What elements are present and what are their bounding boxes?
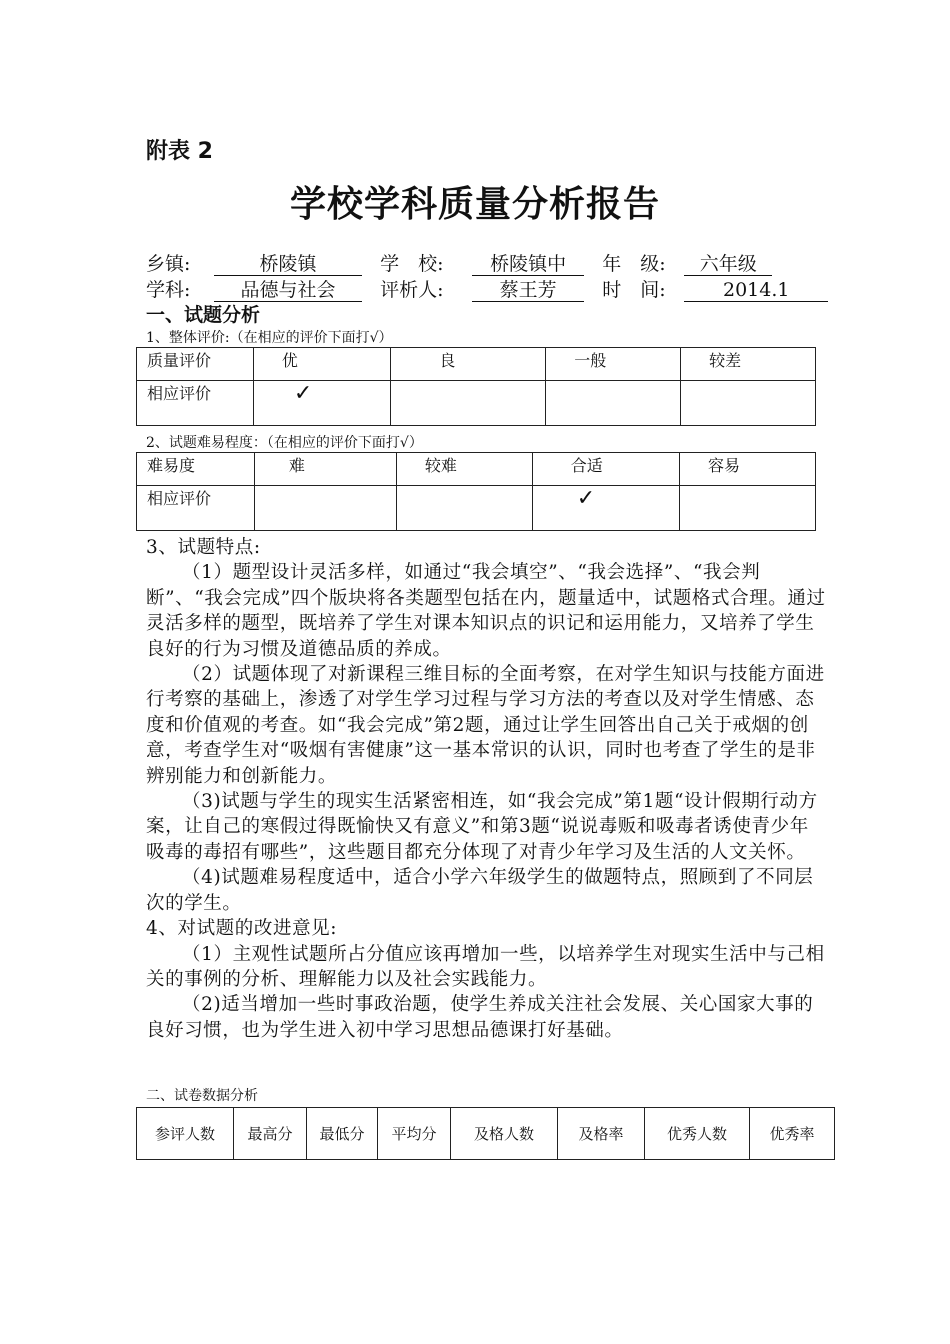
stats-header-cell: 优秀率 (750, 1108, 835, 1160)
difficulty-cell-suitable (532, 486, 679, 531)
overall-header-cell: 较差 (681, 348, 816, 381)
difficulty-header-cell: 难 (254, 453, 396, 486)
difficulty-row-label: 相应评价 (137, 486, 255, 531)
info-row-1 (146, 249, 772, 276)
appendix-label: 附表 2 (146, 139, 213, 164)
feature-paragraph: （4)试题难易程度适中，适合小学六年级学生的做题特点，照顾到了不同层次的学生。 (146, 867, 814, 914)
difficulty-header-cell: 较难 (396, 453, 532, 486)
stats-header-cell: 平均分 (378, 1108, 451, 1160)
improve-paragraph: （2)适当增加一些时事政治题，使学生养成关注社会发展、关心国家大事的良好习惯，也为学生进入初中学习思想品德课打好基础。 (146, 994, 814, 1041)
score-stats-table (136, 1107, 835, 1160)
subject-label: 学科: (146, 279, 191, 301)
school-label: 学 校: (380, 253, 444, 275)
overall-header-cell: 良 (391, 348, 546, 381)
overall-eval-table (136, 347, 816, 426)
overall-cell-average (546, 381, 681, 426)
stats-header-cell: 及格人数 (451, 1108, 558, 1160)
feature-paragraph: （2）试题体现了对新课程三维目标的全面考察，在对学生知识与技能方面进行考察的基础上，渗透了对学生学习过程与学习方法的考查以及对学生情感、态度和价值观的考查。如“我会完成”第2题，通过让学生回答出自己关于戒烟的创意，考查学生对“吸烟有害健康”这一基本常识的认识，同时也考查了学生的是非辨别能力和创新能力。 (146, 664, 825, 787)
town-value: 桥陵镇 (214, 253, 362, 276)
overall-header-cell: 质量评价 (137, 348, 254, 381)
feature-paragraph: （3)试题与学生的现实生活紧密相连，如“我会完成”第1题“设计假期行动方案，让自己的寒假过得既愉快又有意义”和第3题“说说毒贩和吸毒者诱使青少年吸毒的毒招有哪些”，这些题目都充分体现了对青少年学习及生活的人文关怀。 (146, 791, 818, 863)
feature-paragraph: （1）题型设计灵活多样，如通过“我会填空”、“我会选择”、“我会判断”、“我会完成”四个版块将各类题型包括在内，题量适中，试题格式合理。通过灵活多样的题型，既培养了学生对课本知识点的识记和运用能力，又培养了学生良好的行为习惯及道德品质的养成。 (146, 562, 826, 660)
checkmark-icon: ✓ (293, 381, 313, 406)
school-value: 桥陵镇中 (472, 253, 584, 276)
difficulty-header-cell: 难易度 (137, 453, 255, 486)
difficulty-table (136, 452, 816, 531)
subject-value: 品德与社会 (214, 279, 362, 302)
improve-heading: 4、对试题的改进意见: (146, 918, 338, 940)
difficulty-header-cell: 合适 (532, 453, 679, 486)
grade-value: 六年级 (684, 253, 772, 276)
section1-heading: 一、试题分析 (146, 304, 261, 326)
section2-heading: 二、试卷数据分析 (146, 1088, 258, 1104)
features-heading: 3、试题特点: (146, 537, 261, 558)
difficulty-caption: 2、试题难易程度：（在相应的评价下面打√） (146, 435, 423, 451)
overall-cell-excellent (253, 381, 390, 426)
time-value: 2014.1 (684, 279, 828, 302)
evaluator-value: 蔡王芳 (472, 279, 584, 302)
overall-row-label: 相应评价 (137, 381, 254, 426)
overall-cell-poor (681, 381, 816, 426)
info-row-2 (146, 275, 828, 302)
difficulty-cell-fairly-hard (396, 486, 532, 531)
difficulty-header-cell: 容易 (680, 453, 816, 486)
time-label: 时 间: (602, 279, 666, 301)
overall-header-cell: 一般 (546, 348, 681, 381)
town-label: 乡镇: (146, 253, 191, 275)
evaluator-label: 评析人: (380, 279, 444, 301)
stats-header-cell: 最高分 (234, 1108, 307, 1160)
stats-header-cell: 优秀人数 (645, 1108, 750, 1160)
stats-header-cell: 及格率 (558, 1108, 645, 1160)
grade-label: 年 级: (602, 253, 666, 275)
improve-paragraph: （1）主观性试题所占分值应该再增加一些，以培养学生对现实生活中与己相关的事例的分析、理解能力以及社会实践能力。 (146, 943, 825, 990)
overall-caption: 1、整体评价:（在相应的评价下面打√） (146, 330, 393, 346)
checkmark-icon: ✓ (576, 486, 596, 511)
difficulty-cell-hard (254, 486, 396, 531)
overall-header-cell: 优 (253, 348, 390, 381)
stats-header-cell: 参评人数 (137, 1108, 234, 1160)
overall-cell-good (391, 381, 546, 426)
report-title: 学校学科质量分析报告 (289, 184, 660, 225)
stats-header-cell: 最低分 (307, 1108, 378, 1160)
difficulty-cell-easy (680, 486, 816, 531)
analysis-body (146, 535, 826, 1043)
